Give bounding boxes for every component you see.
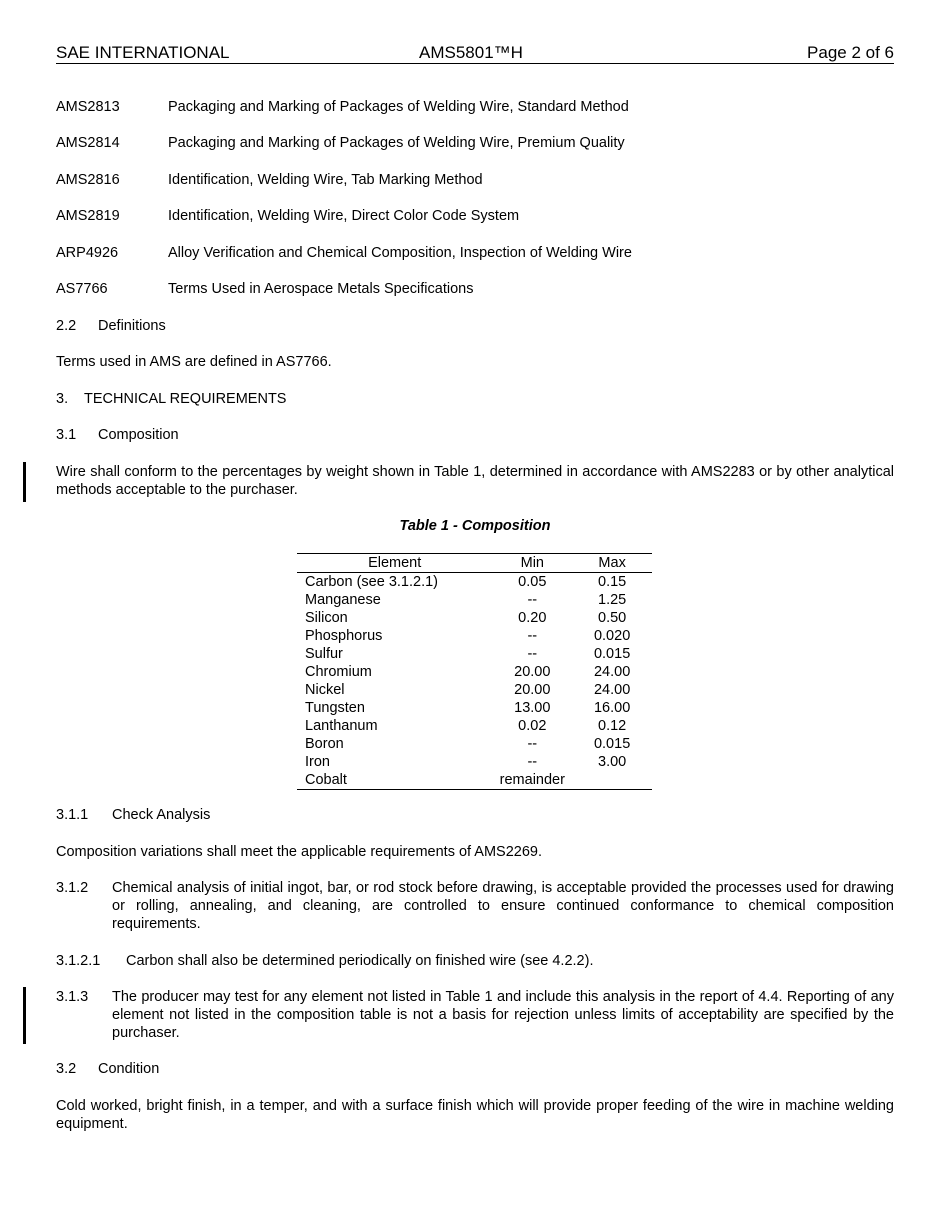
header-page-number: Page 2 of 6 <box>807 43 894 62</box>
section-3-1-1-text: Composition variations shall meet the applicable requirements of AMS2269. <box>56 844 543 860</box>
element-cell: Sulfur <box>305 646 343 662</box>
table-row <box>297 735 652 753</box>
max-cell: 24.00 <box>593 682 631 698</box>
section-3-1-3-number: 3.1.3 <box>56 989 89 1005</box>
element-cell: Chromium <box>305 664 372 680</box>
max-cell: 0.15 <box>598 574 627 590</box>
min-cell: 13.00 <box>514 700 551 716</box>
section-2-2-text: Terms used in AMS are defined in AS7766. <box>56 354 332 370</box>
revision-change-bar <box>23 462 26 502</box>
reference-title: Alloy Verification and Chemical Composition, Inspection of Welding Wire <box>168 245 632 261</box>
table-row <box>297 609 652 627</box>
table-row <box>297 717 652 735</box>
reference-code: AS7766 <box>56 281 108 297</box>
reference-title: Packaging and Marking of Packages of Welding Wire, Premium Quality <box>168 135 625 151</box>
max-cell: 0.12 <box>598 718 627 734</box>
header-org: SAE INTERNATIONAL <box>56 43 230 62</box>
min-cell: 0.20 <box>518 610 547 626</box>
column-header-max: Max <box>572 554 652 573</box>
max-cell: 3.00 <box>598 754 627 770</box>
table-row <box>297 645 652 663</box>
table-row <box>297 663 652 681</box>
section-3-1-number: 3.1 <box>56 427 77 443</box>
min-cell: -- <box>527 592 538 608</box>
reference-code: AMS2814 <box>56 135 120 151</box>
element-cell: Manganese <box>305 592 381 608</box>
element-cell: Phosphorus <box>305 628 383 644</box>
section-3-2-text: Cold worked, bright finish, in a temper, and with a surface finish which will provide proper feeding of the wire in machine welding equipment. <box>56 1098 894 1132</box>
reference-title: Terms Used in Aerospace Metals Specifications <box>168 281 474 297</box>
section-3-1-3-text: The producer may test for any element not listed in Table 1 and include this analysis in the report of 4.4. Reporting of any element not listed in the composition table is not a basis for rejection unless limits of acceptability are specified by the purchaser. <box>112 989 894 1041</box>
section-3-2-number: 3.2 <box>56 1061 77 1077</box>
section-3-1-2-1-text: Carbon shall also be determined periodically on finished wire (see 4.2.2). <box>126 953 594 969</box>
column-header-element: Element <box>297 554 492 573</box>
section-3-1-text: Wire shall conform to the percentages by weight shown in Table 1, determined in accordance with AMS2283 or by other analytical methods acceptable to the purchaser. <box>56 464 894 498</box>
section-3-1-2-text: Chemical analysis of initial ingot, bar, or rod stock before drawing, is acceptable provided the processes used for drawing or rolling, annealing, and cleaning, are controlled to ensure continued conformance to chemical composition requirements. <box>112 880 894 932</box>
table-row <box>297 627 652 645</box>
element-cell: Tungsten <box>305 700 365 716</box>
reference-title: Identification, Welding Wire, Direct Color Code System <box>168 208 520 224</box>
max-cell: 0.50 <box>598 610 627 626</box>
max-cell: 0.015 <box>593 646 631 662</box>
section-3-number: 3. <box>56 391 69 407</box>
min-cell: 20.00 <box>514 664 551 680</box>
table-caption: Table 1 - Composition <box>399 518 551 534</box>
element-cell: Lanthanum <box>305 718 378 734</box>
table-row <box>297 699 652 717</box>
min-cell: -- <box>527 736 538 752</box>
element-cell: Iron <box>305 754 330 770</box>
section-2-2-number: 2.2 <box>56 318 77 334</box>
table-row <box>297 771 652 790</box>
section-3-1-title: Composition <box>98 427 179 443</box>
composition-table <box>297 553 652 790</box>
table-row <box>297 591 652 609</box>
section-3-1-1-title: Check Analysis <box>112 807 211 823</box>
section-3-1-2-number: 3.1.2 <box>56 880 89 896</box>
min-cell: -- <box>527 754 538 770</box>
max-cell: 0.020 <box>593 628 631 644</box>
min-cell: remainder <box>492 771 572 790</box>
element-cell: Carbon (see 3.1.2.1) <box>305 574 438 590</box>
min-cell: 0.05 <box>518 574 547 590</box>
reference-title: Packaging and Marking of Packages of Welding Wire, Standard Method <box>168 99 629 115</box>
section-3-2-title: Condition <box>98 1061 160 1077</box>
section-3-1-2-1-number: 3.1.2.1 <box>56 953 101 969</box>
max-cell: 0.015 <box>593 736 631 752</box>
min-cell: -- <box>527 646 538 662</box>
reference-code: AMS2813 <box>56 99 120 115</box>
max-cell: 1.25 <box>598 592 627 608</box>
element-cell: Cobalt <box>297 771 492 790</box>
reference-code: AMS2819 <box>56 208 120 224</box>
element-cell: Nickel <box>305 682 345 698</box>
table-row <box>297 753 652 771</box>
max-cell: 16.00 <box>593 700 631 716</box>
section-3-1-1-number: 3.1.1 <box>56 807 89 823</box>
reference-code: AMS2816 <box>56 172 120 188</box>
reference-code: ARP4926 <box>56 245 119 261</box>
revision-change-bar <box>23 987 26 1044</box>
max-cell <box>572 771 652 790</box>
min-cell: 0.02 <box>518 718 547 734</box>
table-header-row <box>297 554 652 573</box>
page-header <box>56 43 894 64</box>
element-cell: Silicon <box>305 610 348 626</box>
element-cell: Boron <box>305 736 344 752</box>
min-cell: 20.00 <box>514 682 551 698</box>
section-3-title: TECHNICAL REQUIREMENTS <box>84 391 287 407</box>
section-2-2-title: Definitions <box>98 318 166 334</box>
table-row <box>297 681 652 699</box>
reference-title: Identification, Welding Wire, Tab Marking Method <box>168 172 483 188</box>
max-cell: 24.00 <box>593 664 631 680</box>
min-cell: -- <box>527 628 538 644</box>
header-doc-id: AMS5801™H <box>419 43 523 62</box>
column-header-min: Min <box>492 554 572 573</box>
table-row <box>297 573 652 592</box>
